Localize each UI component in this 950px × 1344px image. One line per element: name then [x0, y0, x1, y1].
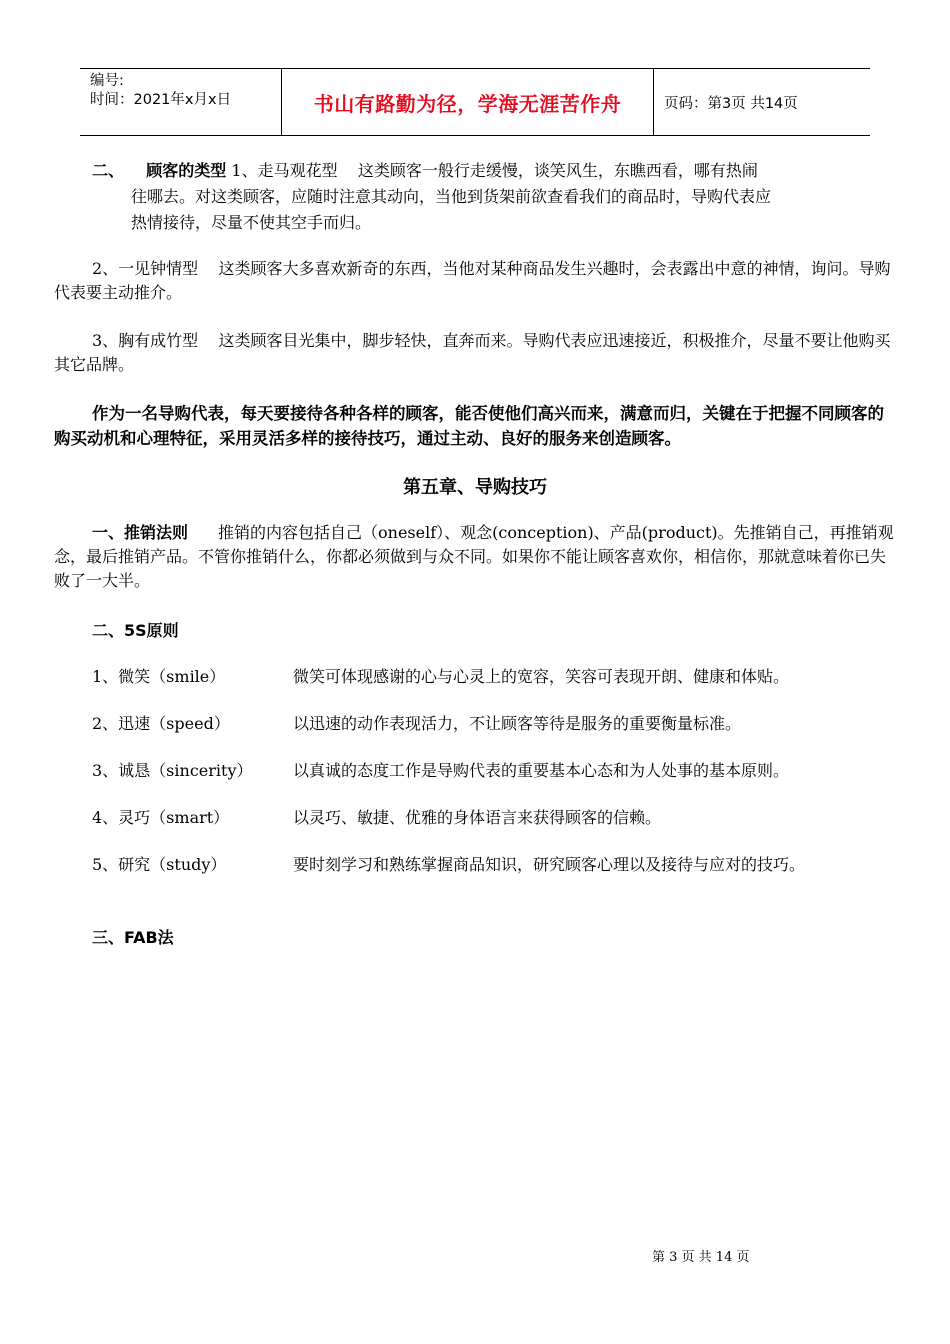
- 5s-item-label: 5、研究（study）: [92, 855, 227, 874]
- chapter-title: 第五章、导购技巧: [403, 477, 547, 498]
- promotion-paragraph: [54, 521, 896, 593]
- number-label: 编号:: [90, 73, 124, 89]
- customer-types-first-line: [54, 158, 896, 184]
- 5s-item-desc: 微笑可体现感谢的心与心灵上的宽容，笑容可表现开朗、健康和体贴。: [293, 667, 790, 686]
- motto-text: 书山有路勤为径，学海无涯苦作舟: [313, 91, 622, 116]
- 5s-heading: 二、5S原则: [92, 621, 179, 640]
- type1-line3: 热情接待，尽量不使其空手而归。: [131, 213, 372, 232]
- motto-cell: [282, 69, 654, 135]
- fab-heading: 三、FAB法: [92, 928, 174, 947]
- 5s-item-desc: 以真诚的态度工作是导购代表的重要基本心态和为人处事的基本原则。: [293, 761, 790, 780]
- page-number-cell: [654, 69, 870, 135]
- 5s-item-desc: 以迅速的动作表现活力，不让顾客等待是服务的重要衡量标准。: [293, 714, 742, 733]
- type2-paragraph: 2、一见钟情型 这类顾客大多喜欢新奇的东西，当他对某种商品发生兴趣时，会表露出中意的神情，询问。导购代表要主动推介。: [54, 259, 891, 302]
- 5s-item-label: 1、微笑（smile）: [92, 667, 226, 686]
- type3-paragraph: 3、胸有成竹型 这类顾客目光集中，脚步轻快，直奔而来。导购代表应迅速接近，积极推介，尽量不要让他购买其它品牌。: [54, 331, 891, 374]
- customer-types-heading: 二、 顾客的类型: [92, 161, 227, 180]
- 5s-item-label: 4、灵巧（smart）: [92, 808, 230, 827]
- promotion-heading: 一、推销法则: [92, 523, 189, 542]
- 5s-item-desc: 以灵巧、敏捷、优雅的身体语言来获得顾客的信赖。: [293, 808, 662, 827]
- page-header: [80, 68, 870, 136]
- header-info-cell: [80, 69, 282, 135]
- 5s-item-label: 2、迅速（speed）: [92, 714, 230, 733]
- page-label: 页码：第3页 共14页: [664, 95, 798, 112]
- type1-line2: 往哪去。对这类顾客，应随时注意其动向，当他到货架前欲查看我们的商品时，导购代表应: [131, 187, 772, 206]
- page-footer: 第 3 页 共 14 页: [652, 1250, 750, 1265]
- summary-paragraph: 作为一名导购代表，每天要接待各种各样的顾客，能否使他们高兴而来，满意而归，关键在于把握不同顾客的购买动机和心理特征，采用灵活多样的接待技巧，通过主动、良好的服务来创造顾客。: [54, 404, 884, 448]
- 5s-item-label: 3、诚恳（sincerity）: [92, 761, 253, 780]
- time-label: 时间：2021年x月x日: [90, 92, 232, 108]
- customer-types-section: [54, 158, 896, 236]
- promotion-text: 推销的内容包括自己（oneself）、观念(conception)、产品(product)。先推销自己，再推销观念，最后推销产品。不管你推销什么，你都必须做到与众不同。如果你不能让顾客喜欢你，相信你，那就意味着你已失败了一大半。: [54, 523, 894, 590]
- type1-line1: 1、走马观花型 这类顾客一般行走缓慢，谈笑风生，东瞧西看，哪有热闹: [231, 161, 758, 180]
- 5s-item-desc: 要时刻学习和熟练掌握商品知识，研究顾客心理以及接待与应对的技巧。: [293, 855, 806, 874]
